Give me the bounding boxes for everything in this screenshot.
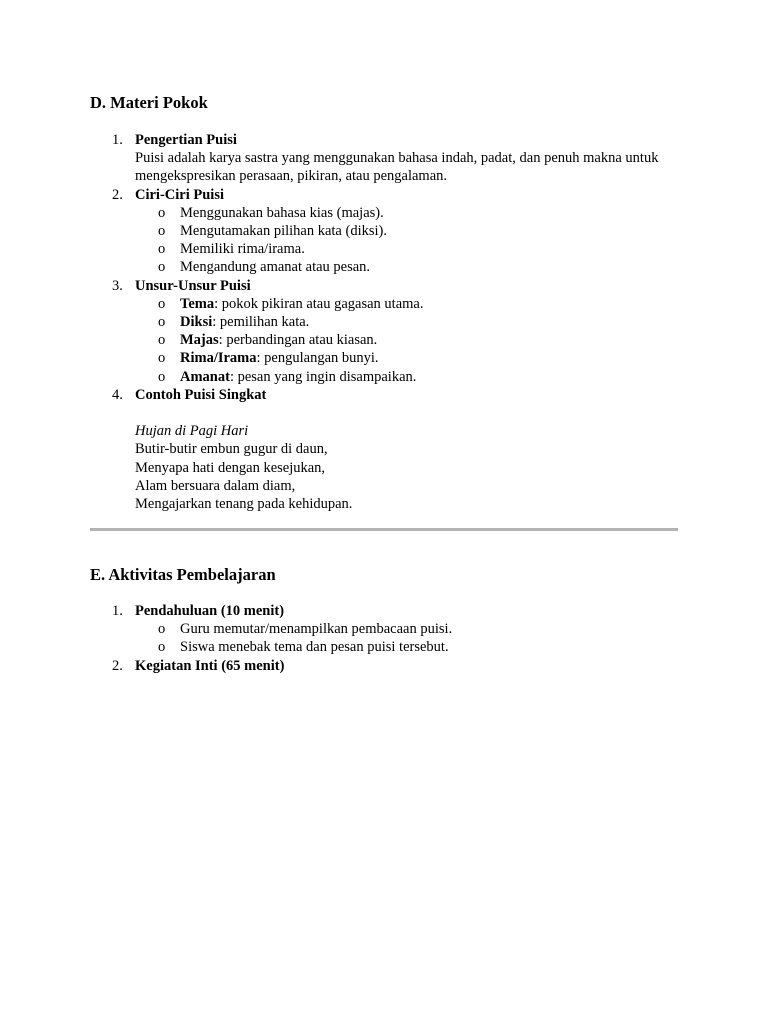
term-label: Rima/Irama xyxy=(180,350,257,367)
section-d-list xyxy=(90,131,678,513)
list-item-title: Pendahuluan (10 menit) xyxy=(135,603,285,619)
term-description: : perbandingan atau kiasan. xyxy=(218,332,378,349)
bullet-marker: o xyxy=(158,204,166,221)
poem-line: Butir-butir embun gugur di daun, xyxy=(135,441,328,458)
poem-line: Alam bersuara dalam diam, xyxy=(135,477,296,494)
sub-bullet-text: Memiliki rima/irama. xyxy=(180,241,305,258)
sub-bullet-text: Siswa menebak tema dan pesan puisi tersebut. xyxy=(180,639,449,656)
list-item-kegiatan-inti xyxy=(90,657,678,675)
poem-title: Hujan di Pagi Hari xyxy=(135,423,249,440)
sub-bullet-item xyxy=(90,204,678,222)
poem-line: Mengajarkan tenang pada kehidupan. xyxy=(135,496,353,513)
list-item-title: Ciri-Ciri Puisi xyxy=(135,186,225,203)
list-item-paragraph: Puisi adalah karya sastra yang menggunakan bahasa indah, padat, dan penuh makna untuk mengekspresikan perasaan, pikiran, atau pengalaman. xyxy=(135,150,659,185)
bullet-marker: o xyxy=(158,295,166,312)
sub-bullet-text: Menggunakan bahasa kias (majas). xyxy=(180,204,384,221)
list-item-title: Pengertian Puisi xyxy=(135,132,237,148)
bullet-marker: o xyxy=(158,639,166,656)
poem-block xyxy=(135,422,678,513)
list-item-pendahuluan xyxy=(90,602,678,657)
horizontal-divider xyxy=(90,528,678,531)
sub-bullet-item xyxy=(90,222,678,240)
sub-bullet-item xyxy=(90,638,678,656)
list-number: 2. xyxy=(112,657,123,674)
sub-bullet-item xyxy=(90,258,678,276)
term-label: Majas xyxy=(180,332,219,349)
list-item-pengertian xyxy=(90,131,678,186)
sub-bullet-item xyxy=(90,313,678,331)
section-e-heading: E. Aktivitas Pembelajaran xyxy=(90,565,276,584)
term-label: Amanat xyxy=(180,368,230,385)
sub-bullet-item xyxy=(90,295,678,313)
list-number: 1. xyxy=(112,603,123,619)
section-d-heading: D. Materi Pokok xyxy=(90,93,208,112)
list-number: 1. xyxy=(112,132,123,148)
bullet-marker: o xyxy=(158,621,166,638)
list-number: 4. xyxy=(112,386,123,403)
list-number: 3. xyxy=(112,277,123,294)
term-description: : pesan yang ingin disampaikan. xyxy=(229,368,417,385)
sub-bullet-item xyxy=(90,240,678,258)
sub-bullet-item xyxy=(90,349,678,367)
term-description: : pokok pikiran atau gagasan utama. xyxy=(214,295,424,312)
list-item-title: Contoh Puisi Singkat xyxy=(135,386,267,403)
bullet-marker: o xyxy=(158,241,166,258)
list-number: 2. xyxy=(112,186,123,203)
bullet-marker: o xyxy=(158,332,166,349)
term-label: Tema xyxy=(180,295,215,312)
term-label: Diksi xyxy=(180,314,213,331)
poem-line: Menyapa hati dengan kesejukan, xyxy=(135,459,326,476)
list-item-ciri xyxy=(90,186,678,277)
sub-bullet-text: Guru memutar/menampilkan pembacaan puisi. xyxy=(180,621,453,638)
sub-bullet-item xyxy=(90,331,678,349)
sub-bullet-item xyxy=(90,620,678,638)
bullet-marker: o xyxy=(158,368,166,385)
sub-bullet-text: Mengandung amanat atau pesan. xyxy=(180,259,371,276)
list-item-title: Kegiatan Inti (65 menit) xyxy=(135,657,285,674)
bullet-marker: o xyxy=(158,259,166,276)
term-description: : pengulangan bunyi. xyxy=(256,350,379,367)
list-item-contoh xyxy=(90,386,678,513)
section-e-list xyxy=(90,602,678,675)
bullet-marker: o xyxy=(158,350,166,367)
list-item-title: Unsur-Unsur Puisi xyxy=(135,277,251,294)
sub-bullet-item xyxy=(90,368,678,386)
term-description: : pemilihan kata. xyxy=(212,314,310,331)
bullet-marker: o xyxy=(158,223,166,240)
sub-bullet-text: Mengutamakan pilihan kata (diksi). xyxy=(180,223,387,240)
list-item-unsur xyxy=(90,277,678,386)
bullet-marker: o xyxy=(158,314,166,331)
